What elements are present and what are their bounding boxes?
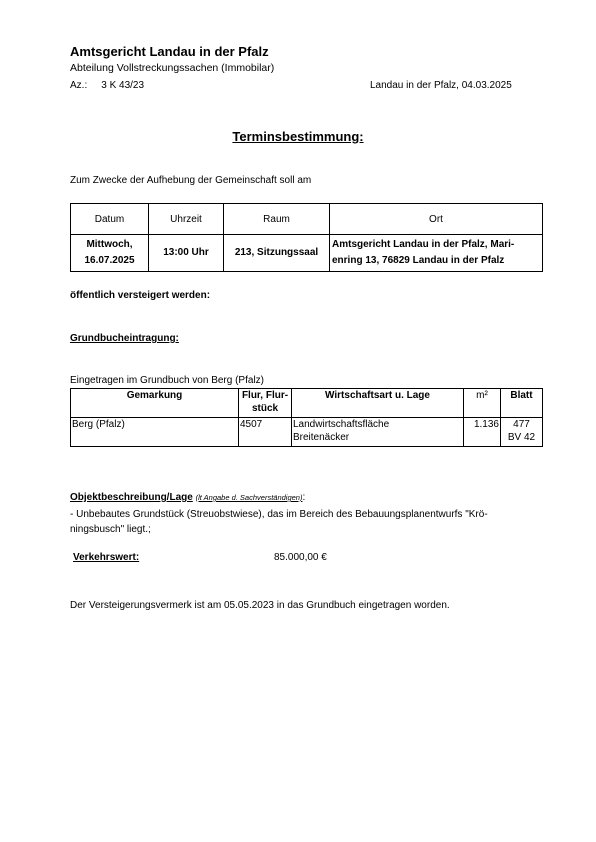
- termin-room: 213, Sitzungssaal: [224, 235, 330, 272]
- cell-flurstueck: 4507: [239, 418, 292, 447]
- header-raum: Raum: [224, 204, 330, 235]
- grundbuch-row: [71, 418, 543, 447]
- header-gemarkung: Gemarkung: [71, 389, 239, 418]
- cell-gemarkung: Berg (Pfalz): [71, 418, 239, 447]
- termin-row: [71, 235, 543, 272]
- objekt-heading: [70, 492, 305, 503]
- intro-text: Zum Zwecke der Aufhebung der Gemeinschaft soll am: [70, 175, 312, 186]
- header-ort: Ort: [330, 204, 543, 235]
- cell-m2: 1.136: [464, 418, 501, 447]
- grundbuch-table: [70, 388, 543, 447]
- header-blatt: Blatt: [501, 389, 543, 418]
- header-datum: Datum: [71, 204, 149, 235]
- objekt-description: - Unbebautes Grundstück (Streuobstwiese), das im Bereich des Bebauungsplanentwurfs "Krö- ningsbusch" liegt.;: [70, 509, 488, 535]
- department: Abteilung Vollstreckungssachen (Immobilar): [70, 62, 275, 74]
- document-title: Terminsbestimmung:: [232, 129, 364, 144]
- header-m2: m²: [464, 389, 501, 418]
- sold-text: öffentlich versteigert werden:: [70, 290, 211, 301]
- grundbuch-header-row: [71, 389, 543, 418]
- file-reference: [70, 80, 144, 91]
- versteigerungsvermerk: Der Versteigerungsvermerk ist am 05.05.2023 in das Grundbuch eingetragen worden.: [70, 600, 450, 611]
- objekt-title: Objektbeschreibung/Lage: [70, 492, 193, 503]
- termin-location: Amtsgericht Landau in der Pfalz, Mari- enring 13, 76829 Landau in der Pfalz: [330, 235, 543, 272]
- termin-time: 13:00 Uhr: [149, 235, 224, 272]
- objekt-subtitle: (lt Angabe d. Sachverständigen): [195, 493, 303, 502]
- court-name: Amtsgericht Landau in der Pfalz: [70, 44, 269, 59]
- place-date: Landau in der Pfalz, 04.03.2025: [370, 80, 512, 91]
- grundbuch-line: Eingetragen im Grundbuch von Berg (Pfalz): [70, 375, 264, 386]
- verkehrswert-value: 85.000,00 €: [274, 552, 327, 563]
- header-uhrzeit: Uhrzeit: [149, 204, 224, 235]
- header-wirtschaftsart: Wirtschaftsart u. Lage: [292, 389, 464, 418]
- termin-date: Mittwoch, 16.07.2025: [71, 235, 149, 272]
- cell-blatt: 477 BV 42: [501, 418, 543, 447]
- objekt-colon: :: [302, 492, 306, 503]
- termin-header-row: [71, 204, 543, 235]
- header-flur: Flur, Flur- stück: [239, 389, 292, 418]
- termin-table: [70, 203, 543, 272]
- az-number: 3 K 43/23: [101, 80, 145, 91]
- cell-wirtschaftsart: Landwirtschaftsfläche Breitenäcker: [292, 418, 464, 447]
- verkehrswert-label: Verkehrswert:: [73, 552, 140, 563]
- grundbuch-title: Grundbucheintragung:: [70, 333, 179, 344]
- az-label: Az.:: [70, 80, 88, 91]
